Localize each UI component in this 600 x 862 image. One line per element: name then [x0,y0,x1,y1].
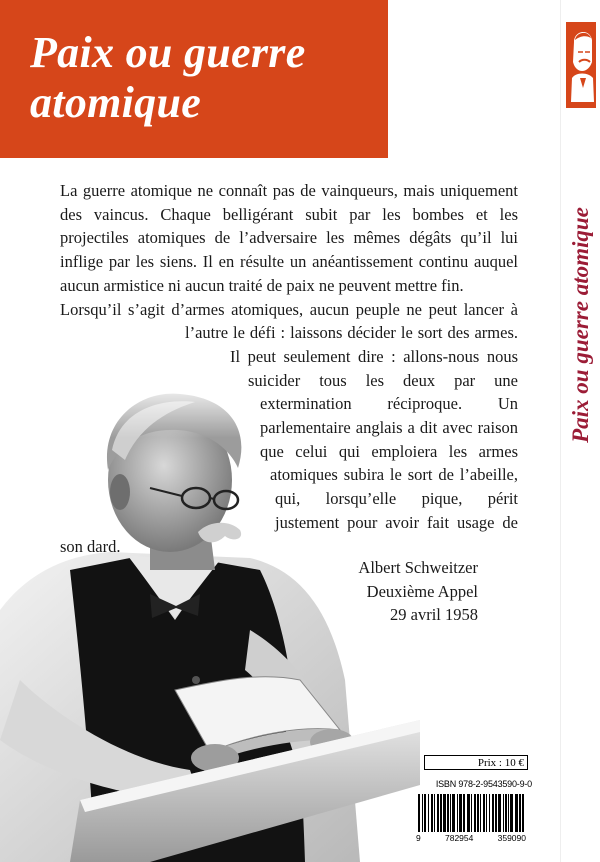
barcode-bar [519,794,521,832]
barcode-bar [467,794,470,832]
barcode-digits [412,832,530,844]
quote-paragraph-2: Lorsqu’il s’agit d’armes atomiques, aucun peuple ne peut lancer à l’autre le défi : laissons décider le sort des armes. Il peut seulement dire : allons-nous nous suicider tous les deux par une extermination réciproque. Un parlementaire anglais a dit avec raison que celui qui emploiera les armes atomiques subira le sort de l’abeille, qui, lorsqu’elle pique, périt justement pour avoir fait usage de son dard. [60,299,518,556]
barcode-bar [437,794,439,832]
barcode-bar [459,794,462,832]
barcode-bar [480,794,481,832]
attribution-work: Deuxième Appel [366,581,478,601]
attribution-author: Albert Schweitzer [358,558,478,577]
quote-paragraph-1: La guerre atomique ne connaît pas de vainqueurs, mais uniquement des vaincus. Chaque belligérant subit par les bombes et les projectiles atomiques de l’adversaire les mêmes dégâts qu’il lui inflige par les siens. Il en résulte un anéantissement continu auquel aucun armistice ni aucun traité de paix ne peuvent mettre fin. [60,181,518,295]
publisher-logo-icon [566,22,596,108]
barcode-bar [489,794,490,832]
barcode-bar [486,794,487,832]
barcode-bar [471,794,472,832]
barcode-bar [474,794,476,832]
barcode-bar [505,794,507,832]
barcode-digit-group-1: 782954 [444,833,474,843]
barcode-bar [510,794,513,832]
attribution [358,556,478,627]
barcode-bar [431,794,433,832]
barcode-bar [434,794,435,832]
barcode-bar [457,794,458,832]
attribution-date: 29 avril 1958 [390,605,478,625]
barcode-bar [422,794,423,832]
barcode-bar [477,794,479,832]
barcode-bar [440,794,442,832]
cover-title [30,28,306,128]
barcode-bar [447,794,449,832]
barcode-bar [503,794,504,832]
quote-text [60,179,518,558]
barcode-bar [443,794,446,832]
barcode-bar [515,794,518,832]
price-label: Prix : 10 € [424,755,528,770]
cover-title-line2: atomique [30,78,202,127]
cover-title-line1: Paix ou guerre [30,28,306,77]
barcode-bar [450,794,451,832]
spine-title-text: Paix ou guerre atomique [568,207,593,443]
title-banner [0,0,388,158]
barcode-bar [428,794,429,832]
barcode-digit-prefix: 9 [416,833,421,843]
barcode-bar [483,794,485,832]
barcode-bar [492,794,494,832]
isbn-label: ISBN 978-2-9543590-9-0 [435,779,532,789]
barcode-bar [508,794,509,832]
barcode-bar [424,794,426,832]
barcode-digit-group-2: 359090 [497,833,526,843]
barcode-bar [498,794,501,832]
barcode-bar [452,794,455,832]
barcode-bar [495,794,497,832]
barcode-bar [463,794,465,832]
